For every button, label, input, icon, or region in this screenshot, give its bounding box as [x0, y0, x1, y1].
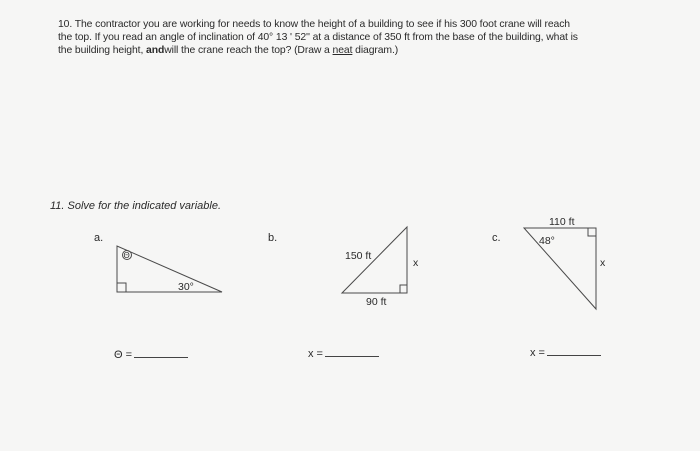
part-b-label: b. — [268, 232, 278, 244]
top-side-label-c: 110 ft — [549, 216, 575, 228]
answer-b — [308, 346, 379, 360]
emphasis-and: and — [146, 45, 165, 56]
answer-a-prompt: Θ = — [114, 349, 133, 361]
problem-11-heading: 11. Solve for the indicated variable. — [50, 200, 222, 212]
answer-b-blank[interactable] — [325, 346, 379, 357]
triangle-c — [524, 228, 596, 309]
problem-10-line-3: the building height, andwill the crane reach the top? (Draw a neat diagram.) — [58, 45, 399, 56]
answer-a-blank[interactable] — [134, 347, 188, 358]
hypotenuse-label-b: 150 ft — [345, 250, 372, 262]
angle-label-a: 30° — [178, 281, 194, 293]
part-c-label: c. — [492, 232, 501, 244]
unknown-label-b: x — [413, 257, 419, 269]
answer-b-prompt: x = — [308, 348, 323, 360]
theta-symbol-a: Θ — [123, 251, 130, 260]
answer-c — [530, 345, 601, 359]
answer-c-blank[interactable] — [547, 345, 601, 356]
unknown-label-c: x — [600, 257, 606, 269]
triangle-a — [117, 246, 222, 292]
problem-10-line-1: 10. The contractor you are working for needs to know the height of a building to see if his 300 foot crane will reach — [58, 19, 570, 30]
angle-label-c: 48° — [539, 235, 555, 247]
part-a-label: a. — [94, 232, 104, 244]
base-label-b: 90 ft — [366, 296, 387, 308]
problem-10-line-2: the top. If you read an angle of inclination of 40° 13 ' 52'' at a distance of 350 ft from the base of the building, what is — [58, 32, 578, 43]
answer-c-prompt: x = — [530, 347, 545, 359]
answer-a — [114, 347, 188, 361]
underlined-neat: neat — [332, 45, 353, 56]
